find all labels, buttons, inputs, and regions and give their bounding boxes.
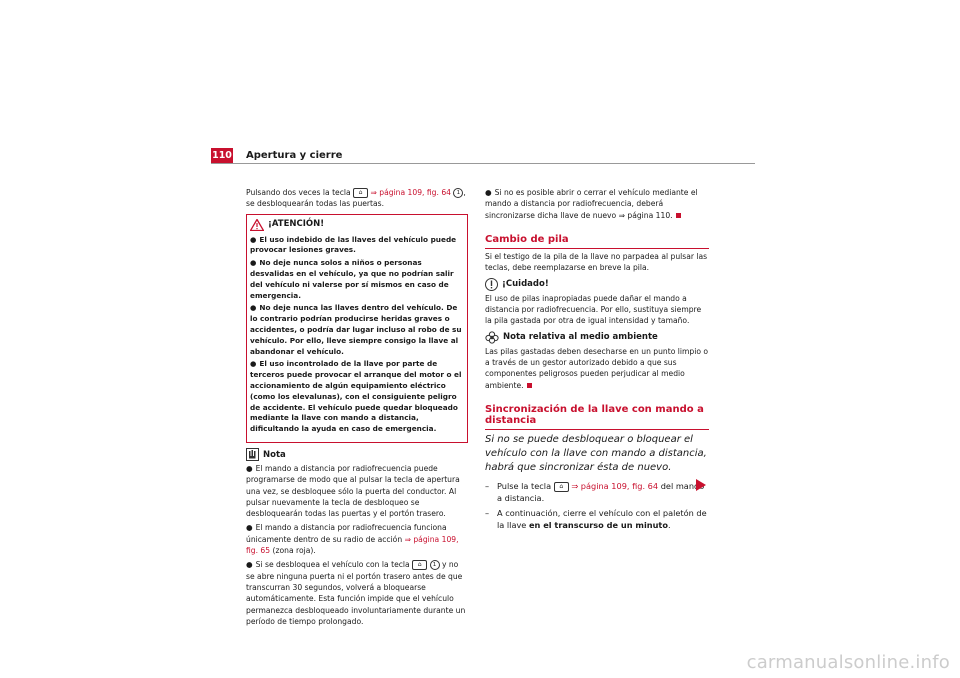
callout-marker: 1	[430, 560, 440, 570]
unlock-key-icon: ⌂	[353, 188, 368, 198]
environment-flower-icon	[485, 331, 499, 344]
end-marker	[676, 213, 681, 218]
page-number: 110	[212, 150, 232, 161]
caution-icon	[485, 278, 498, 291]
caution-title: ¡Cuidado!	[485, 278, 709, 291]
warning-item: ● El uso indebido de las llaves del vehículo puede provocar lesiones graves.	[250, 234, 457, 255]
intro-paragraph: Pulsando dos veces la tecla ⌂ ⇒ página 109, fig. 64 1 , se desbloquearán todas las puertas.	[246, 188, 466, 209]
step-item: – Pulse la tecla ⌂ ⇒ página 109, fig. 64 del mando a distancia.	[485, 481, 705, 504]
environment-text: Las pilas gastadas deben desecharse en un punto limpio o a través de un gestor autorizado debido a que sus componentes peligrosos pueden perjudicar al medio ambiente.	[485, 346, 709, 390]
section-title-sync: Sincronización de la llave con mando a distancia	[485, 404, 709, 431]
figure-link[interactable]: ⇒ página 109, fig. 64	[370, 188, 451, 197]
note-item: ● Si se desbloquea el vehículo con la tecla ⌂ 1 y no se abre ninguna puerta ni el portón trasero antes de que transcurran 30 segundos, volverá a bloquearse automáticamente. Esta función impide que el vehículo permanezca desbloqueado involuntariamente durante un período de tiempo prolongado.	[246, 560, 466, 626]
end-marker	[527, 383, 532, 388]
bullet-paragraph: ● Si no es posible abrir o cerrar el vehículo mediante el mando a distancia por radiofrecuencia, deberá sincronizarse dicha llave de nuevo ⇒ página 110.	[485, 188, 698, 220]
watermark: carmanualsonline.info	[746, 652, 950, 673]
note-item: ● El mando a distancia por radiofrecuencia funciona únicamente dentro de su radio de acción ⇒ página 109, fig. 65 (zona roja).	[246, 523, 459, 556]
note-item: ● El mando a distancia por radiofrecuencia puede programarse de modo que al pulsar la tecla de apertura una vez, se desbloquee sólo la puerta del conductor. Al pulsar nuevamente la tecla de desbloqueo se desbloquearán todas las puertas y el portón trasero.	[246, 463, 460, 519]
figure-link[interactable]: ⇒ página 109, fig. 64	[571, 481, 659, 492]
figure-link[interactable]: ⇒ página 109, fig. 65	[246, 534, 459, 556]
environment-title: Nota relativa al medio ambiente	[485, 331, 709, 344]
note-icon	[246, 448, 259, 461]
caution-text: El uso de pilas inapropiadas puede dañar el mando a distancia por radiofrecuencia. Por ello, sustituya siempre la pila gastada por otra de igual intensidad y tamaño.	[485, 293, 702, 326]
sync-intro: Si no se puede desbloquear o bloquear el vehículo con la llave con mando a distancia, habrá que sincronizar ésta de nuevo.	[485, 434, 707, 474]
header-rule	[211, 163, 755, 164]
warning-triangle-icon	[250, 219, 264, 231]
warning-item: ● El uso incontrolado de la llave por parte de terceros puede provocar el arranque del motor o el accionamiento de algún equipamiento eléctrico (como los elevalunas), con el consiguiente peligro de accidente. El vehículo puede quedar bloqueado mediante la llave con mando a distancia, dificultando la ayuda en caso de emergencia.	[250, 359, 462, 434]
warning-item: ● No deje nunca solos a niños o personas desvalidas en el vehículo, ya que no podrían salir del vehículo ni valerse por sí mismos en caso de emergencia.	[250, 258, 454, 300]
callout-marker: 1	[453, 188, 463, 198]
warning-title: ¡ATENCIÓN!	[250, 219, 462, 231]
left-column	[246, 187, 468, 630]
section-title-battery: Cambio de pila	[485, 234, 709, 249]
warning-box	[246, 214, 468, 443]
battery-text: Si el testigo de la pila de la llave no parpadea al pulsar las teclas, debe reemplazarse en breve la pila.	[485, 252, 708, 273]
next-page-arrow-icon[interactable]	[696, 479, 706, 491]
running-title: Apertura y cierre	[246, 150, 343, 161]
right-column	[485, 187, 709, 534]
step-item: – A continuación, cierre el vehículo con el paletón de la llave en el transcurso de un minuto.	[485, 508, 707, 531]
note-title: Nota	[246, 448, 468, 461]
lock-key-icon: ⌂	[554, 482, 569, 492]
warning-item: ● No deje nunca las llaves dentro del vehículo. De lo contrario podrían producirse heridas graves o accidentes, o podría dar lugar incluso al robo de su vehículo. Por ello, lleve siempre consigo la llave al abandonar el vehículo.	[250, 303, 462, 356]
unlock-key-icon: ⌂	[412, 560, 427, 570]
